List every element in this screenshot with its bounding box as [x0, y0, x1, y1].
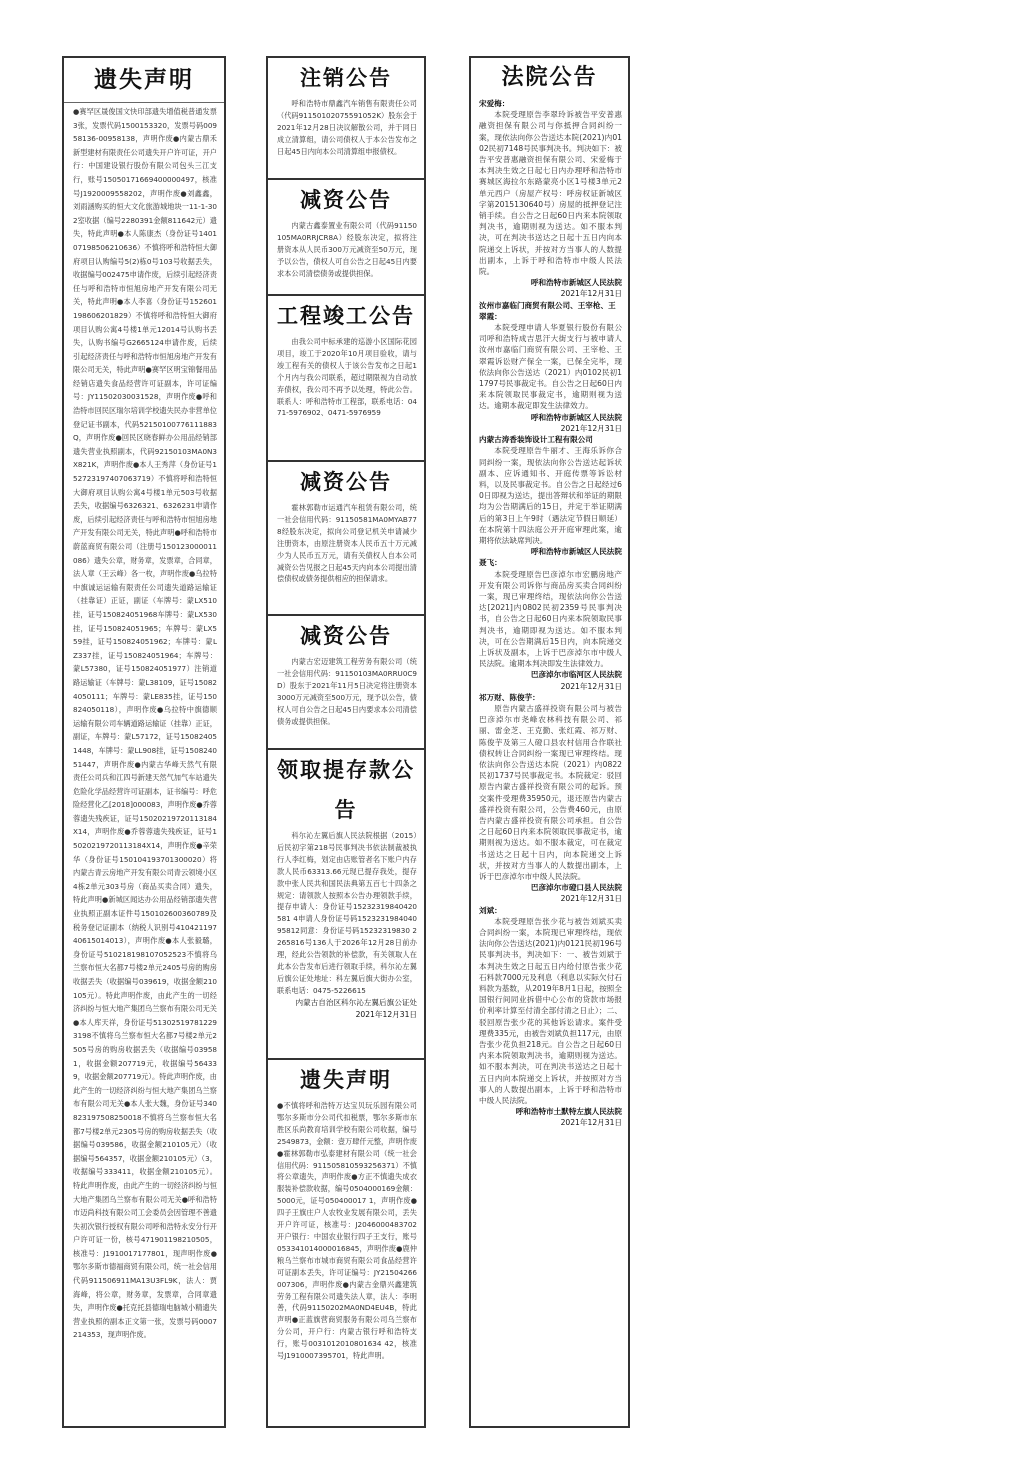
case-party: 刘斌： [479, 905, 502, 915]
lost-notice-body: ●赛罕区晟俊国文快印部遗失增值税普通发票3张，发票代码1500153320，发票号码00958136-00958138，声明作废●内蒙古鼎禾新型建材有限责任公司遗失开户许可证，开户行：中国建设银行股份有限公司包头三江支行，账号15050171669400000497，核准号J1920009558202，声明作废●刘鑫鑫，刘雨涵购买的恒大文化旅游城地块一11-1-302室收据（编号2280391金额811642元）遗失，特此声明●本人陈康杰（身份证号140107198506210636）不慎将呼和浩特恒大御府项目认购编号5(2)栋0号103号收据丢失，收据编号002475申请作废，后续引起经济责任与呼和浩特市恒旭房地产开发有限公司无关，特此声明●本人李喜（身份证号152601198606201829）不慎将呼和浩特恒大御府项目认购公寓4号楼1单元12014号认购书丢失，认购书编号G2665124申请作废，后续引起经济责任与呼和浩特市恒旭房地产开发有限公司无关，特此声明●赛罕区明宝锦餐用品经销店遗失食品经营许可证副本，许可证编号：JY11502030031528，声明作废●呼和浩特市回民区瑞尔培训学校遗失民办非营单位登记证书副本，代码52150100776111883Q，声明作废●回民区晓春鲜办公用品经销部遗失营业执照副本，代码92150103MA0N3X821K，声明作废●本人王秀萍（身份证号152723197407063719）不慎将呼和浩特恒大御府项目认购公寓4号楼1单元503号收据丢失，收据编号6326321、6326231申请作废，后续引起经济责任与呼和浩特市恒旭房地产开发有限公司无关，特此声明●呼和浩特市蔚蓝商贸有限公司（注册号150123000011086）遗失公章，财务章，发票章，合同章，法人章（王云峰）各一枚，声明作废●乌拉特中旗诚运运输有限责任公司遗失道路运输证（挂靠证）正证，副证（车牌号：蒙LX510挂，证号150824051968车牌号：蒙LX530挂，证号150824051965；车牌号：蒙LX559挂，证号150824051962；车牌号：蒙LZ337挂，证号150824051964；车牌号：蒙L57380，证号150824051977）注销道路运输证（车牌号：蒙L38109，证号150824050111；车牌号：蒙LE835挂，证号150824050118），声明作废●乌拉特中旗德顺运输有限公司车辆道路运输证（挂靠）正证，副证，车牌号：蒙L57172，证号150824051448，车牌号：蒙LL908挂，证号150824051447，声明作废●内蒙古华峰天然气有限责任公司兵和江四号新建天然气加气车站遗失危险化学品经营许可证副本，证书编号：呼危险经营化乙[2018]000083，声明作废●乔蓉蓉遗失残疾证，证号15020219720113184X14，声明作废●乔蓉蓉遗失残疾证，证号15020219720113184X14，声明作废●辛荣华（身份证号150104193701300020）将内蒙古青云房地产开发有限公司青云领境小区4栋2单元303号房（商品买卖合同）遗失，特此声明●新城区闻达办公用品经销部遗失营业执照正副本证件号150102600360789及税务登记证副本（纳税人识别号41042119740615014013），声明作废●本人张毅璐，身份证号510218198107052523不慎将乌兰察布恒大名都7号楼2单元2405号房的购房收据丢失（收据编号039619，收据金额210105元）。特此声明作废，由此产生的一切经济纠纷与恒大地产集团乌兰察布有限公司无关●本人库天祥，身份证号513025197812293198不慎将乌兰察布恒大名都7号楼2单元2505号房的购房收据丢失（收据编号039581，收据金额207719元，收据编号564339，收据金额207719元）。特此声明作废，由此产生的一切经济纠纷与恒大地产集团乌兰察布有限公司无关●本人张大魏，身份证号340823197508250018不慎将乌兰察布恒大名都7号楼2单元2305号房的购房收据丢失（收据编号039586，收据金额210105元）（收据编号564357，收据金额210105元）（3，收据编号333411，收据金额210105元）。特此声明作废，由此产生的一切经济纠纷与恒大地产集团乌兰察布有限公司无关●呼和浩特市迈尚科技有限公司工会委员会因管理不善遗失初次银行授权有限公司呼和浩特永安分行开户许可证一份，核号471901198210505，核准号：J1910017177801，现声明作废●鄂尔多斯市德福商贸有限公司，统一社会信用代码911506911MA13U3FL9K，法人：贾海峰，将公章，财务章，发票章，合同章遗失，声明作废●托克托县德瑞电脑城小精遗失营业执照的副本正文第一张，发票号码0007214353，现声明作废。 [73, 107, 217, 1340]
court-notice-column [469, 56, 630, 1428]
case-date: 2021年12月31日 [560, 894, 622, 904]
lost-notice-column [62, 56, 226, 1428]
case-date: 2021年12月31日 [560, 681, 622, 691]
case-date: 2021年12月31日 [560, 423, 622, 433]
capital-reduction-notice-2-title: 减资公告 [300, 470, 392, 494]
case-party: 祁万财、陈俊芋： [479, 692, 540, 702]
notary-office-signature: 内蒙古自治区科尔沁左翼后旗公证处 [295, 997, 417, 1007]
capital-reduction-notice-2-body: 霍林郭勒市运通汽车租赁有限公司，统一社会信用代码：91150581MA0MYAB778经股东决定，拟向公司登记机关申请减少注册资本，由原注册资本人民币五十万元减少为人民币五万元，请有关债权人自本公司减资公告见报之日起45天内向本公司提出清偿债权或债务提供相应的担保请求。 [277, 503, 417, 584]
project-completion-notice-title: 工程竣工公告 [277, 304, 415, 328]
capital-reduction-notice-2 [268, 462, 424, 616]
court-case [471, 905, 628, 1129]
lost-notice-2-title: 遗失声明 [300, 1068, 392, 1092]
case-court: 呼和浩特市新城区人民法院 [530, 278, 622, 288]
case-body: 本院受理申请人华夏银行股份有限公司呼和浩特成吉思汗大街支行与被申请人汝州市嘉临门商贸有限公司、王宰枪、王翠霞诉讼财产保全一案，已保全完毕，现依法向你公告送达（2021）内0102民初11797号民事裁定书。自公告之日起60日内来本院领取民事裁定书，逾期则视为送达。逾期本裁定即发生法律效力。 [479, 323, 622, 411]
deposit-withdrawal-notice-title: 领取提存款公告 [277, 758, 415, 822]
case-date: 2021年12月31日 [560, 289, 622, 299]
court-case [471, 557, 628, 691]
capital-reduction-notice-3-body: 内蒙古宏迈建筑工程劳务有限公司（统一社会信用代码：91150103MA0RRU0C9D）股东于2021年11月5日决定将注册资本3000万元减资至500万元，现予以公告，债权人可自公告之日起45日内要求本公司清偿债务或提供担保。 [277, 657, 417, 726]
court-case [471, 692, 628, 905]
notary-office-date: 2021年12月31日 [355, 1009, 417, 1019]
court-notice-title: 法院公告 [501, 65, 598, 90]
case-body: 本院受理原告李翠玲诉被告平安普惠融资担保有限公司与你抵押合同纠纷一案，现依法向你公告送达本院(2021)内0102民初7148号民事判决书。判决如下：被告平安普惠融资担保有限公司、宋爱梅于本判决生效之日起七日内办理呼和浩特市赛城区海拉尔东路蒙亮小区1号楼3单元2单元西户（房屋产权号：呼房权证新城区字第2015130640号）房屋的抵押登记注销手续。自公告之日起60日内来本院领取判决书，逾期则视为送达。如不服本判决，可在判决书送达之日起十五日内向本院递交上诉状，并按对方当事人的人数提出副本，上诉于呼和浩特市中级人民法院。 [479, 110, 622, 277]
deregistration-notice-body: 呼和浩特市鼎鑫汽车销售有限责任公司（代码91150102075591052K）股东会于2021年12月28日决议解散公司，并于同日成立清算组，请公司债权人于本公告发布之日起45日内向本公司清算组申报债权。 [277, 99, 417, 156]
case-court: 巴彦淖尔市磴口县人民法院 [530, 883, 622, 893]
deposit-withdrawal-notice-body: 科尔沁左翼后旗人民法院根据（2015）后民初字第218号民事判决书依法制裁被执行人李红梅，划定由店账管者名下账户内存款人民币63313.66元现已提存我处，提存款中张人民共和国民法典第五百七十四条之规定：请领款人按照本公告办理领款手续，提存申请人：身份证号15232319840420581 4申请人身份证号码152323198404095812同意：身份证号码15232319830 2265816号136人于2026年12月28日前办理，经此公告领款的补偿款，有关领取人在此本公告发布后进行领取手续，科尔沁左翼后旗公证处地址：科左翼后旗大街办公室，联系电话：0475-5226615 [277, 831, 417, 995]
court-case [471, 300, 628, 434]
lost-notice-title: 遗失声明 [64, 58, 224, 103]
court-case [471, 434, 628, 557]
case-court: 呼和浩特市新城区人民法院 [530, 412, 622, 422]
case-party: 聂飞： [479, 558, 502, 568]
capital-reduction-notice-3 [268, 616, 424, 750]
deposit-withdrawal-notice [268, 750, 424, 1060]
capital-reduction-notice-3-title: 减资公告 [300, 624, 392, 648]
project-completion-notice [268, 296, 424, 462]
case-court: 巴彦淖尔市临河区人民法院 [530, 670, 622, 680]
lost-notice-2-body: ●不慎将呼和浩特万达宝贝玩乐园有限公司鄂尔多斯市分公司代扣税票，鄂尔多斯市东胜区乐尚教育培训学校有限公司收据，编号2549873，金额：壹万肆仟元整，声明作废●霍林郭勒市弘泰建材有限公司（统一社会信用代码：911505810593256371）不慎将公章遗失，声明作废●方正不慎遗失成衣服装补偿款收据，编号0504000169金额：5000元，证号050400017 1，声明作废●四子王旗庄户人农牧业发展有限公司，丢失开户许可证，核准号：J2046000483702开户银行：中国农业银行四子王支行，账号053341014000016845，声明作废●鹿仲粮乌兰察布市城市商贸有限公司食品经营许可证副本丢失，许可证编号：JY21504266007306，声明作废●内蒙古金鼎兴鑫建筑劳务工程有限公司遗失法人章，法人：李明善，代码91150202MA0ND4EU4B，特此声明●正蓝旗营商贸服务有限公司乌兰察布分公司，开户行：内蒙古银行呼和浩特支行，账号0031012010801634 42，核准号J1910007395701，特此声明。 [277, 1101, 417, 1361]
capital-reduction-notice-1-body: 内蒙古鑫泰置业有限公司（代码91150105MA0RRJCR8A）经股东决定，拟将注册资本从人民币300万元减资至50万元，现予以公告，债权人可自公告之日起45日内要求本公司清偿债务或提供担保。 [277, 221, 417, 278]
notices-column [266, 56, 426, 1428]
case-court: 呼和浩特市新城区人民法院 [530, 547, 622, 557]
project-completion-notice-body: 由我公司中标承建的巡游小区国际花园项目，竣工于2020年10月项目验收，请与竣工程有关的债权人于该公告发布之日起1个月内与我公司联系，超过期限视为自动放弃债权，我公司不再予以处理，特此公告。联系人：呼和浩特市工程部，联系电话：0471-5976902、0471-5976959 [277, 337, 417, 418]
deregistration-notice-title: 注销公告 [300, 66, 392, 90]
court-case [471, 98, 628, 300]
case-party: 宋爱梅： [479, 99, 510, 108]
case-body: 原告内蒙古盛祥投资有限公司与被告巴彦淖尔市尧峰农林科技有限公司、祁丽、雷金芝、王克勤、张红霞、祁万财、陈俊芋及第三人磴口县农村信用合作联社债权转让合同纠纷一案现已审理终结。现依法向你公告送达本院（2021）内0822民初1737号民事裁定书。本院裁定：驳回原告内蒙古盛祥投资有限公司的起诉。预交案件受理费35950元，退还原告内蒙古盛祥投资有限公司，公告费460元，由原告内蒙古盛祥投资有限公司承担。自公告之日起60日内来本院领取民事裁定书，逾期则视为送达。如不服本裁定，可在裁定书送达之日起十日内，向本院递交上诉状，并按对方当事人的人数提出副本，上诉于巴彦淖尔市中级人民法院。 [479, 703, 622, 882]
case-party: 汝州市嘉临门商贸有限公司、王宰枪、王翠霞： [479, 300, 616, 321]
capital-reduction-notice-1-title: 减资公告 [300, 188, 392, 212]
case-date: 2021年12月31日 [560, 1118, 622, 1128]
deregistration-notice [268, 58, 424, 180]
case-body: 本院受理原告张少花与被告刘斌买卖合同纠纷一案，本院现已审理终结，现依法向你公告送达(2021)内0121民初196号民事判决书，判决如下：一、被告刘斌于本判决生效之日起五日内给付原告张少花石料款7000元及利息（利息以实际欠付石料款为基数，从2019年8月1日起，按照全国银行间同业拆借中心公布的贷款市场报价利率计算至付清全部付清之日止）；二、驳回原告张少花的其他诉讼请求。案件受理费335元，由被告刘斌负担117元，由原告张少花负担218元。自公告之日起60日内来本院领取判决书，逾期则视为送达。如不服本判决，可在判决书送达之日起十五日内向本院递交上诉状，并按照对方当事人的人数提出副本，上诉于呼和浩特市中级人民法院。 [479, 916, 622, 1106]
case-court: 呼和浩特市土默特左旗人民法院 [515, 1107, 622, 1117]
lost-notice-2 [268, 1060, 424, 1424]
case-body: 本院受理原告巴彦淖尔市宏鹏房地产开发有限公司诉你与商品房买卖合同纠纷一案，现已审理终结，现依法向你公告送达[2021]内0802民初2359号民事判决书，自公告之日起60日内来本院领取民事判决书，逾期即视为送达。如不服本判决，可在公告期满后15日内，向本院递交上诉状及副本，上诉于巴彦淖尔市中级人民法院。逾期本判决即发生法律效力。 [479, 569, 622, 669]
case-party: 内蒙古涛香装饰设计工程有限公司 [479, 435, 593, 445]
capital-reduction-notice-1 [268, 180, 424, 296]
case-body: 本院受理原告牛丽才、王海乐诉你合同纠纷一案，现依法向你公告送达起诉状副本、应诉通知书、开庭传票等诉讼材料，以及民事裁定书。自公告之日起经过60日即视为送达，提出答辩状和举证的期限均为公告期满后的15日，并定于举证期满后的第3日上午9时（遇法定节假日顺延）在本院第十四法庭公开开庭审理此案，逾期将依法缺席判决。 [479, 446, 622, 545]
